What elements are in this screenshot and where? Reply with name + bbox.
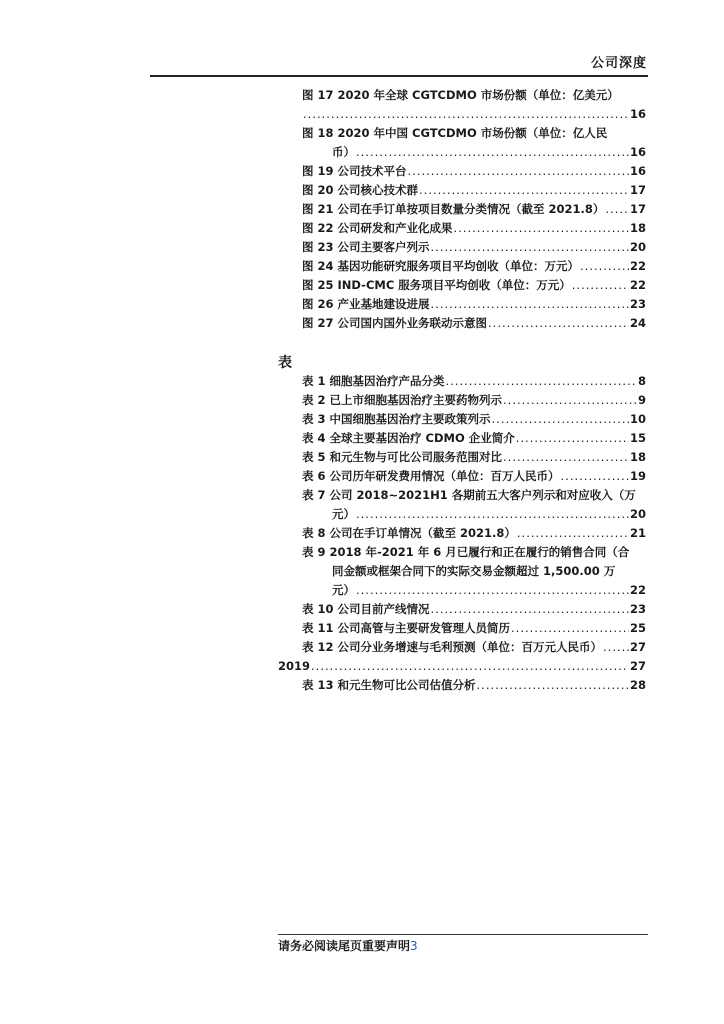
tables-section-heading: 表: [278, 355, 292, 371]
table-list: [278, 372, 646, 695]
toc-label: 表 8 公司在手订单情况（截至 2021.8）: [302, 526, 516, 540]
toc-label: 表 11 公司高管与主要研发管理人员简历: [302, 621, 511, 635]
toc-entry[interactable]: [278, 372, 646, 391]
header-title: 公司深度: [590, 56, 647, 71]
toc-entry[interactable]: [278, 238, 646, 257]
toc-label: 表 13 和元生物可比公司估值分析: [302, 678, 476, 692]
toc-page: 25: [629, 621, 646, 635]
toc-page: 28: [629, 678, 646, 692]
toc-label: 图 26 产业基地建设进展: [302, 297, 430, 311]
toc-leader: [419, 181, 629, 200]
toc-entry[interactable]: [278, 524, 646, 543]
toc-label: 表 7 公司 2018~2021H1 各期前五大客户列示和对应收入（万: [302, 488, 636, 502]
toc-label: 表 10 公司目前产线情况: [302, 602, 430, 616]
toc-label: 图 27 公司国内国外业务联动示意图: [302, 316, 488, 330]
toc-page: 24: [629, 316, 646, 330]
toc-page: 22: [629, 278, 646, 292]
toc-leader: [561, 467, 629, 486]
toc-entry[interactable]: [278, 181, 646, 200]
footer-disclaimer-link[interactable]: 请务必阅读尾页重要声明: [278, 939, 411, 953]
toc-page: 22: [629, 259, 646, 273]
footer-rule: [278, 934, 648, 935]
toc-entry[interactable]: [278, 257, 646, 276]
toc-label-cont: 元）: [332, 507, 355, 521]
toc-leader: [511, 619, 629, 638]
toc-label-cont: 元）: [332, 583, 355, 597]
toc-page: 20: [629, 240, 646, 254]
toc-leader: [454, 219, 629, 238]
toc-label: 图 22 公司研发和产业化成果: [302, 221, 453, 235]
toc-entry[interactable]: [278, 295, 646, 314]
toc-entry[interactable]: [278, 429, 646, 448]
toc-label: 表 3 中国细胞基因治疗主要政策列示: [302, 412, 491, 426]
toc-entry[interactable]: [278, 276, 646, 295]
toc-label: 图 18 2020 年中国 CGTCDMO 市场份额（单位：亿人民: [302, 126, 608, 140]
toc-leader: [431, 295, 629, 314]
toc-page: 22: [629, 583, 646, 597]
toc-label: 表 4 全球主要基因治疗 CDMO 企业简介: [302, 431, 515, 445]
toc-label: 图 17 2020 年全球 CGTCDMO 市场份额（单位：亿美元）: [302, 88, 619, 102]
toc-label: 2019: [278, 659, 311, 673]
toc-entry[interactable]: [278, 619, 646, 638]
toc-page: 19: [629, 469, 646, 483]
toc-page: 27: [629, 640, 646, 654]
toc-page: 20: [629, 507, 646, 521]
toc-label: 图 23 公司主要客户列示: [302, 240, 430, 254]
toc-label-cont: 币）: [332, 145, 355, 159]
toc-leader: [356, 143, 629, 162]
toc-page: 27: [629, 659, 646, 673]
toc-page: 17: [629, 183, 646, 197]
toc-entry[interactable]: [278, 676, 646, 695]
toc-page: 17: [629, 202, 646, 216]
footer: [278, 937, 418, 954]
toc-entry[interactable]: [278, 486, 646, 524]
toc-leader: [311, 657, 629, 676]
footer-page-number: 3: [410, 939, 418, 953]
toc-leader: [580, 257, 629, 276]
toc-entry[interactable]: [278, 600, 646, 619]
toc-page: 15: [629, 431, 646, 445]
toc-label: 图 19 公司技术平台: [302, 164, 407, 178]
toc-page: 9: [637, 393, 646, 407]
toc-entry[interactable]: [278, 162, 646, 181]
toc-leader: [408, 162, 629, 181]
toc-label: 表 1 细胞基因治疗产品分类: [302, 374, 445, 388]
toc-entry[interactable]: [278, 200, 646, 219]
toc-leader: [503, 391, 637, 410]
figure-list: [278, 86, 646, 333]
toc-leader: [572, 276, 629, 295]
toc-label-cont: 同金额或框架合同下的实际交易金额超过 1,500.00 万: [332, 564, 616, 578]
toc-page: 18: [629, 450, 646, 464]
toc-entry[interactable]: [278, 391, 646, 410]
toc-page: 18: [629, 221, 646, 235]
toc-label: 表 12 公司分业务增速与毛利预测（单位：百万元人民币）: [302, 640, 603, 654]
toc-leader: [431, 600, 629, 619]
toc-label: 图 24 基因功能研究服务项目平均创收（单位：万元）: [302, 259, 580, 273]
toc-leader: [477, 676, 629, 695]
toc-page: 23: [629, 602, 646, 616]
toc-leader: [516, 429, 629, 448]
toc-label: 表 5 和元生物与可比公司服务范围对比: [302, 450, 503, 464]
toc-leader: [431, 238, 629, 257]
toc-entry[interactable]: [278, 86, 646, 124]
toc-entry[interactable]: [278, 638, 646, 657]
toc-leader: [356, 505, 629, 524]
toc-leader: [517, 524, 629, 543]
toc-entry[interactable]: [278, 219, 646, 238]
toc-entry[interactable]: [278, 657, 646, 676]
toc-page: 8: [637, 374, 646, 388]
toc-label: 表 9 2018 年-2021 年 6 月已履行和正在履行的销售合同（合: [302, 545, 630, 559]
toc-page: 21: [629, 526, 646, 540]
toc-leader: [492, 410, 629, 429]
toc-page: 16: [629, 164, 646, 178]
toc-page: 16: [629, 107, 646, 121]
toc-label: 图 20 公司核心技术群: [302, 183, 419, 197]
toc-leader: [356, 581, 629, 600]
toc-entry[interactable]: [278, 124, 646, 162]
toc-leader: [303, 105, 629, 124]
toc-entry[interactable]: [278, 314, 646, 333]
toc-page: 10: [629, 412, 646, 426]
toc-page: 16: [629, 145, 646, 159]
header-rule: [150, 75, 648, 77]
toc-entry[interactable]: [278, 467, 646, 486]
toc-leader: [446, 372, 637, 391]
toc-label: 表 2 已上市细胞基因治疗主要药物列示: [302, 393, 503, 407]
toc-leader: [488, 314, 629, 333]
toc-leader: [603, 638, 629, 657]
toc-leader: [503, 448, 629, 467]
toc-label: 表 6 公司历年研发费用情况（单位：百万人民币）: [302, 469, 560, 483]
toc-entry[interactable]: [278, 543, 646, 600]
toc-page: 23: [629, 297, 646, 311]
toc-entry[interactable]: [278, 448, 646, 467]
toc-label: 图 21 公司在手订单按项目数量分类情况（截至 2021.8）: [302, 202, 605, 216]
toc-label: 图 25 IND-CMC 服务项目平均创收（单位：万元）: [302, 278, 571, 292]
toc-entry[interactable]: [278, 410, 646, 429]
toc-leader: [605, 200, 629, 219]
